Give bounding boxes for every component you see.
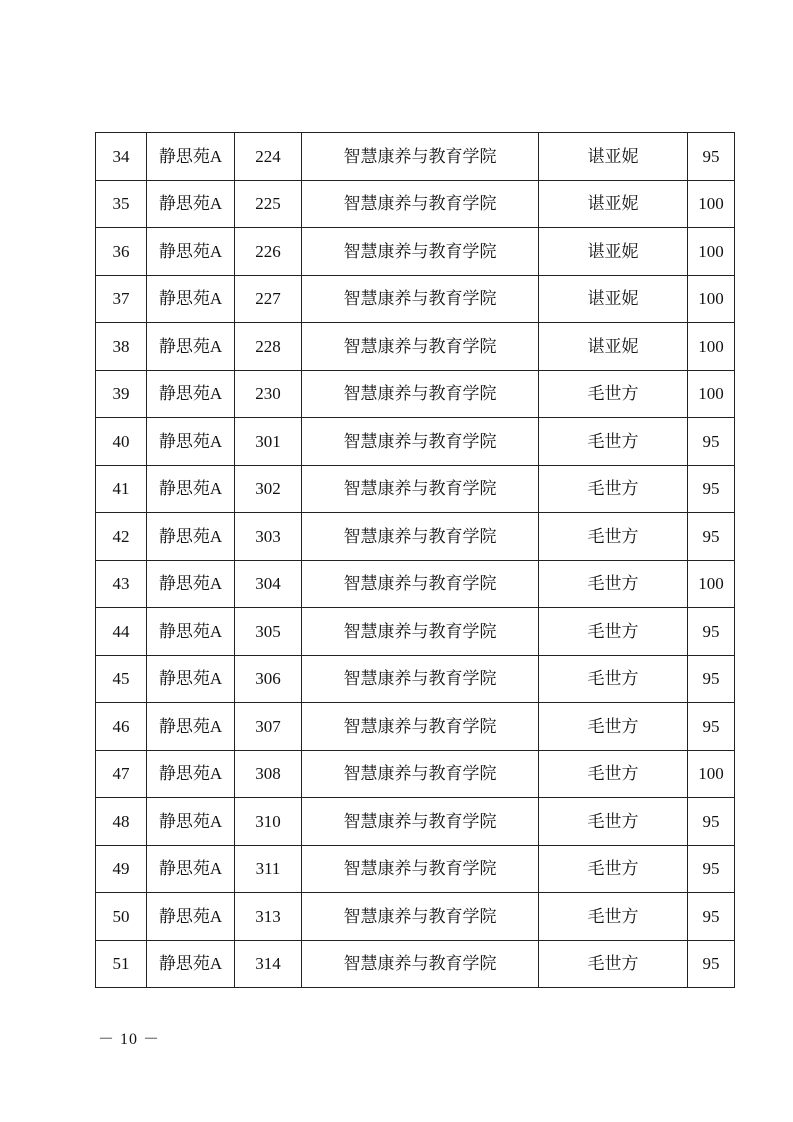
dormitory-score-table	[95, 132, 735, 988]
room-number-cell: 301	[235, 418, 302, 466]
building-cell: 静思苑A	[147, 370, 235, 418]
table-row	[96, 323, 735, 371]
building-cell: 静思苑A	[147, 513, 235, 561]
row-index-cell: 51	[96, 940, 147, 988]
row-index-cell: 44	[96, 608, 147, 656]
counselor-cell: 毛世方	[539, 465, 688, 513]
row-index-cell: 41	[96, 465, 147, 513]
table-row	[96, 560, 735, 608]
room-number-cell: 226	[235, 228, 302, 276]
college-cell: 智慧康养与教育学院	[302, 798, 539, 846]
college-cell: 智慧康养与教育学院	[302, 323, 539, 371]
counselor-cell: 谌亚妮	[539, 180, 688, 228]
table-row	[96, 180, 735, 228]
score-cell: 95	[688, 418, 735, 466]
college-cell: 智慧康养与教育学院	[302, 180, 539, 228]
table-row	[96, 655, 735, 703]
building-cell: 静思苑A	[147, 750, 235, 798]
score-cell: 95	[688, 513, 735, 561]
table-row	[96, 750, 735, 798]
table-row	[96, 228, 735, 276]
room-number-cell: 313	[235, 893, 302, 941]
college-cell: 智慧康养与教育学院	[302, 655, 539, 703]
room-number-cell: 303	[235, 513, 302, 561]
table-row	[96, 275, 735, 323]
table-row	[96, 608, 735, 656]
counselor-cell: 毛世方	[539, 418, 688, 466]
table-row	[96, 133, 735, 181]
building-cell: 静思苑A	[147, 228, 235, 276]
college-cell: 智慧康养与教育学院	[302, 703, 539, 751]
counselor-cell: 谌亚妮	[539, 133, 688, 181]
college-cell: 智慧康养与教育学院	[302, 228, 539, 276]
table-body	[96, 133, 735, 988]
college-cell: 智慧康养与教育学院	[302, 275, 539, 323]
room-number-cell: 305	[235, 608, 302, 656]
row-index-cell: 42	[96, 513, 147, 561]
counselor-cell: 毛世方	[539, 513, 688, 561]
counselor-cell: 谌亚妮	[539, 228, 688, 276]
college-cell: 智慧康养与教育学院	[302, 893, 539, 941]
counselor-cell: 毛世方	[539, 370, 688, 418]
counselor-cell: 毛世方	[539, 893, 688, 941]
table-row	[96, 703, 735, 751]
building-cell: 静思苑A	[147, 133, 235, 181]
building-cell: 静思苑A	[147, 465, 235, 513]
score-cell: 100	[688, 370, 735, 418]
room-number-cell: 227	[235, 275, 302, 323]
college-cell: 智慧康养与教育学院	[302, 465, 539, 513]
building-cell: 静思苑A	[147, 703, 235, 751]
building-cell: 静思苑A	[147, 608, 235, 656]
college-cell: 智慧康养与教育学院	[302, 560, 539, 608]
row-index-cell: 37	[96, 275, 147, 323]
score-cell: 100	[688, 323, 735, 371]
room-number-cell: 304	[235, 560, 302, 608]
row-index-cell: 34	[96, 133, 147, 181]
page-number: － 10 －	[98, 1031, 161, 1048]
counselor-cell: 毛世方	[539, 940, 688, 988]
row-index-cell: 50	[96, 893, 147, 941]
counselor-cell: 谌亚妮	[539, 323, 688, 371]
table-row	[96, 465, 735, 513]
counselor-cell: 毛世方	[539, 560, 688, 608]
score-cell: 95	[688, 703, 735, 751]
building-cell: 静思苑A	[147, 418, 235, 466]
building-cell: 静思苑A	[147, 845, 235, 893]
counselor-cell: 毛世方	[539, 798, 688, 846]
counselor-cell: 毛世方	[539, 845, 688, 893]
building-cell: 静思苑A	[147, 323, 235, 371]
building-cell: 静思苑A	[147, 560, 235, 608]
score-cell: 95	[688, 465, 735, 513]
row-index-cell: 40	[96, 418, 147, 466]
building-cell: 静思苑A	[147, 275, 235, 323]
row-index-cell: 38	[96, 323, 147, 371]
score-cell: 95	[688, 133, 735, 181]
building-cell: 静思苑A	[147, 940, 235, 988]
table-row	[96, 940, 735, 988]
row-index-cell: 48	[96, 798, 147, 846]
score-cell: 100	[688, 560, 735, 608]
room-number-cell: 314	[235, 940, 302, 988]
row-index-cell: 36	[96, 228, 147, 276]
room-number-cell: 307	[235, 703, 302, 751]
room-number-cell: 311	[235, 845, 302, 893]
score-cell: 95	[688, 798, 735, 846]
college-cell: 智慧康养与教育学院	[302, 845, 539, 893]
counselor-cell: 毛世方	[539, 608, 688, 656]
room-number-cell: 225	[235, 180, 302, 228]
college-cell: 智慧康养与教育学院	[302, 418, 539, 466]
score-cell: 100	[688, 750, 735, 798]
score-cell: 100	[688, 180, 735, 228]
counselor-cell: 谌亚妮	[539, 275, 688, 323]
college-cell: 智慧康养与教育学院	[302, 513, 539, 561]
table-row	[96, 513, 735, 561]
table-row	[96, 370, 735, 418]
counselor-cell: 毛世方	[539, 655, 688, 703]
row-index-cell: 43	[96, 560, 147, 608]
room-number-cell: 308	[235, 750, 302, 798]
row-index-cell: 47	[96, 750, 147, 798]
room-number-cell: 224	[235, 133, 302, 181]
table-row	[96, 845, 735, 893]
building-cell: 静思苑A	[147, 180, 235, 228]
table-row	[96, 798, 735, 846]
score-cell: 100	[688, 275, 735, 323]
college-cell: 智慧康养与教育学院	[302, 940, 539, 988]
score-cell: 95	[688, 608, 735, 656]
room-number-cell: 302	[235, 465, 302, 513]
college-cell: 智慧康养与教育学院	[302, 750, 539, 798]
score-cell: 95	[688, 845, 735, 893]
row-index-cell: 45	[96, 655, 147, 703]
row-index-cell: 49	[96, 845, 147, 893]
row-index-cell: 39	[96, 370, 147, 418]
row-index-cell: 46	[96, 703, 147, 751]
score-cell: 95	[688, 940, 735, 988]
table-row	[96, 418, 735, 466]
building-cell: 静思苑A	[147, 893, 235, 941]
room-number-cell: 228	[235, 323, 302, 371]
counselor-cell: 毛世方	[539, 703, 688, 751]
score-cell: 95	[688, 655, 735, 703]
college-cell: 智慧康养与教育学院	[302, 370, 539, 418]
table-row	[96, 893, 735, 941]
score-cell: 95	[688, 893, 735, 941]
building-cell: 静思苑A	[147, 798, 235, 846]
building-cell: 静思苑A	[147, 655, 235, 703]
room-number-cell: 230	[235, 370, 302, 418]
college-cell: 智慧康养与教育学院	[302, 133, 539, 181]
score-cell: 100	[688, 228, 735, 276]
room-number-cell: 306	[235, 655, 302, 703]
row-index-cell: 35	[96, 180, 147, 228]
college-cell: 智慧康养与教育学院	[302, 608, 539, 656]
room-number-cell: 310	[235, 798, 302, 846]
counselor-cell: 毛世方	[539, 750, 688, 798]
